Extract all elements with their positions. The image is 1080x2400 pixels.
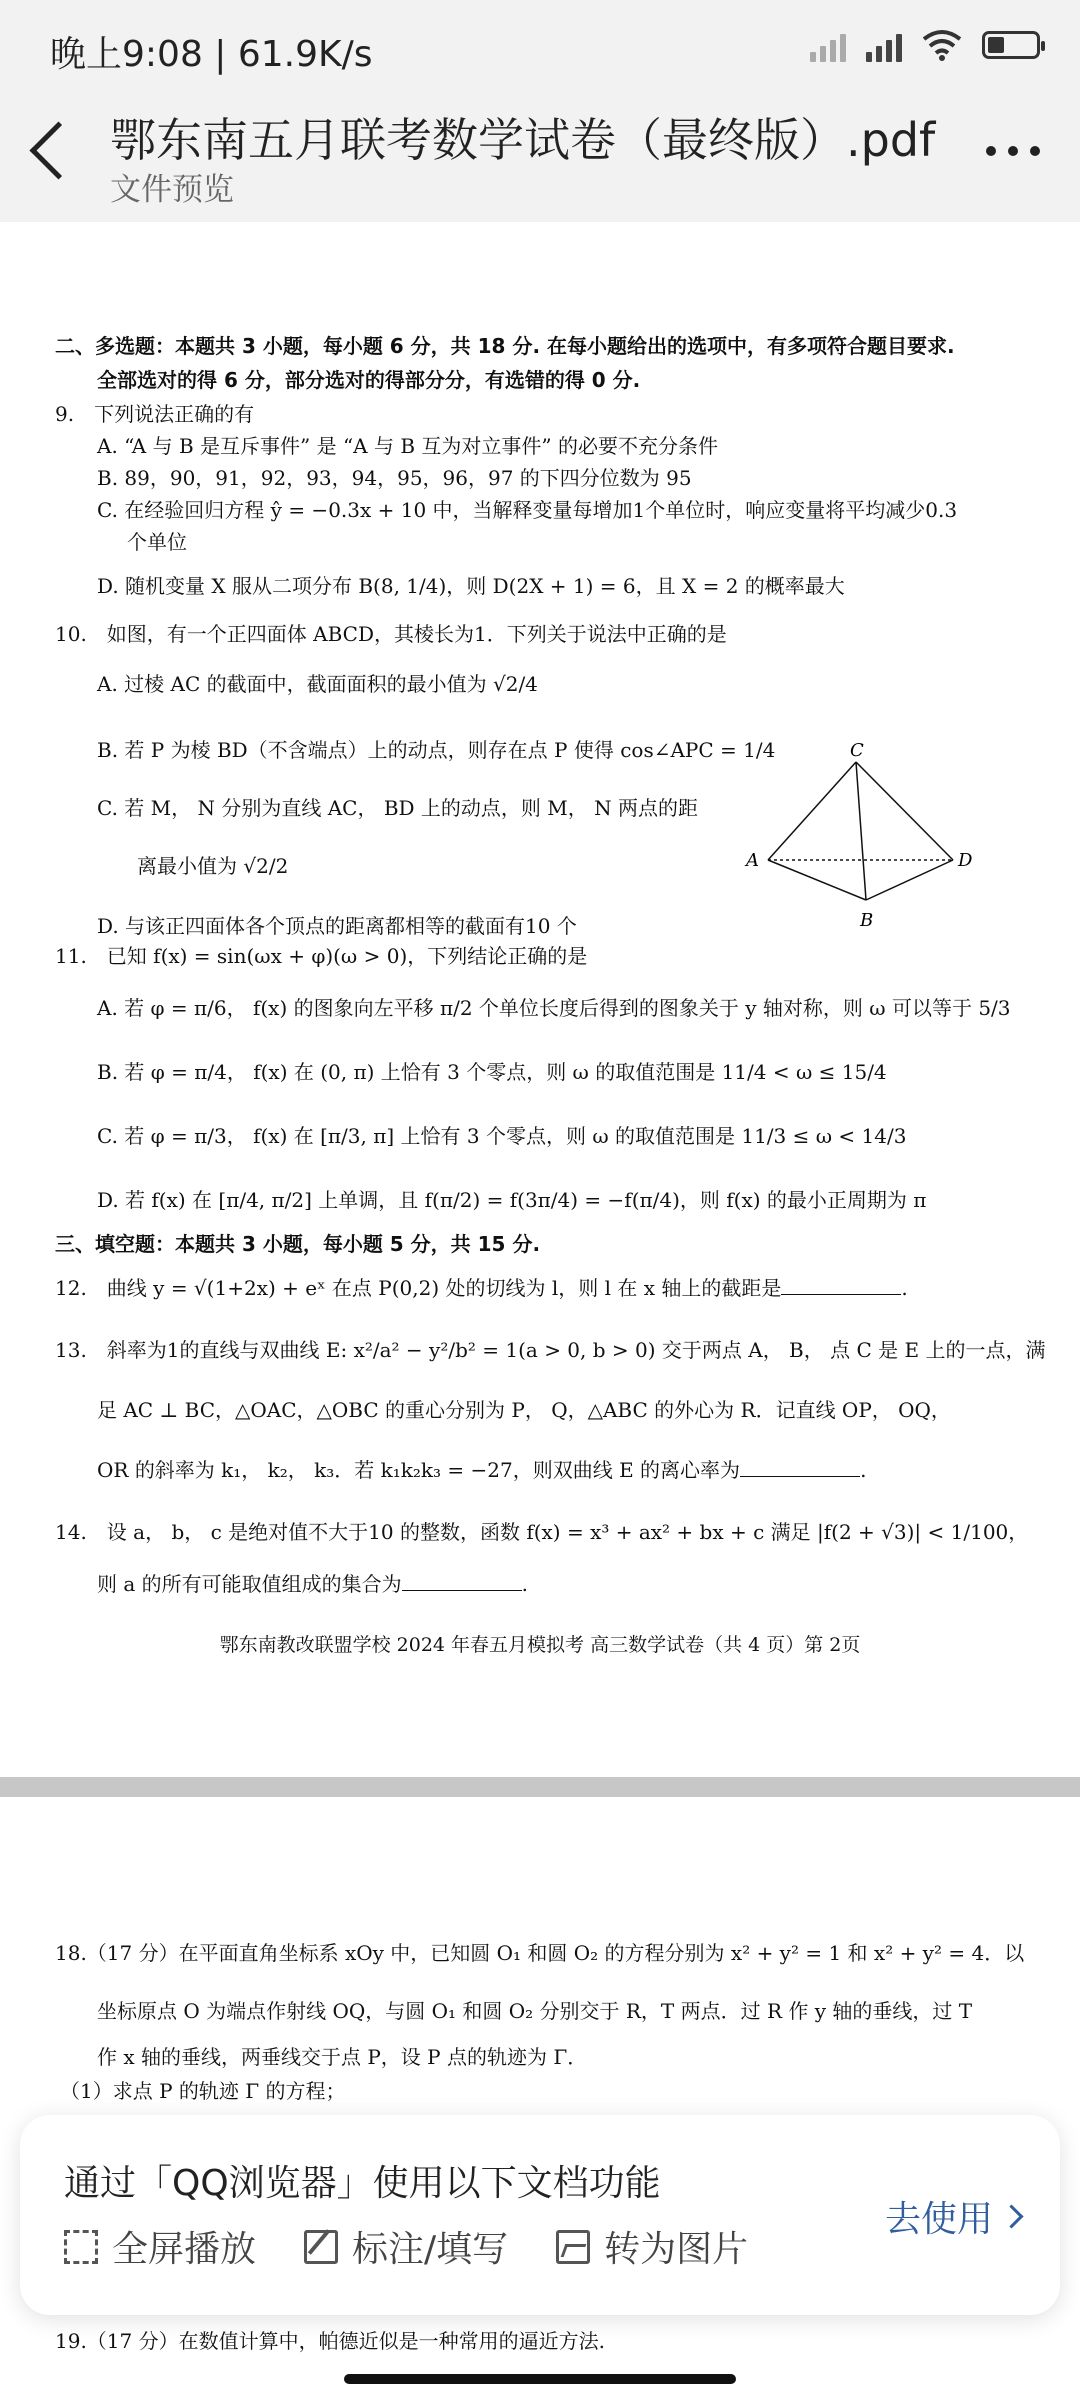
question-14-cont-text: 则 a 的所有可能取值组成的集合为 <box>97 1572 402 1596</box>
fullscreen-icon <box>64 2230 98 2264</box>
q9-option-d: D. 随机变量 X 服从二项分布 B(8, 1/4)，则 D(2X + 1) = 6，且 X = 2 的概率最大 <box>97 574 845 598</box>
q10-option-b: B. 若 P 为棱 BD（不含端点）上的动点，则存在点 P 使得 cos∠APC = 1/4 <box>97 738 776 762</box>
label-c: C <box>850 740 864 761</box>
q10-option-c: C. 若 M， N 分别为直线 AC， BD 上的动点，则 M， N 两点的距 <box>97 796 698 820</box>
label-d: D <box>958 850 973 871</box>
tetrahedron-diagram <box>738 740 988 962</box>
q9-option-c: C. 在经验回归方程 ŷ = −0.3x + 10 中，当解释变量每增加1个单位时，响应变量将平均减少0.3 <box>97 498 958 522</box>
q11-option-c: C. 若 φ = π/3， f(x) 在 [π/3, π] 上恰有 3 个零点，则 ω 的取值范围是 11/3 ≤ ω < 14/3 <box>97 1124 907 1148</box>
q11-option-a: A. 若 φ = π/6， f(x) 的图象向左平移 π/2 个单位长度后得到的图象关于 y 轴对称，则 ω 可以等于 5/3 <box>97 996 1011 1020</box>
edit-icon <box>304 2230 338 2264</box>
q11-option-b: B. 若 φ = π/4， f(x) 在 (0, π) 上恰有 3 个零点，则 ω 的取值范围是 11/4 < ω ≤ 15/4 <box>97 1060 887 1084</box>
more-options-icon[interactable] <box>986 146 1040 156</box>
status-time: 晚上9:08 | 61.9K/s <box>50 34 373 75</box>
back-icon[interactable] <box>30 122 88 180</box>
question-19: 19.（17 分）在数值计算中，帕德近似是一种常用的逼近方法. <box>55 2329 605 2353</box>
question-11: 11. 已知 f(x) = sin(ωx + φ)(ω > 0)，下列结论正确的是 <box>55 944 588 968</box>
question-13-cont2-text: OR 的斜率为 k₁， k₂， k₃．若 k₁k₂k₃ = −27，则双曲线 E 的离心率为 <box>97 1458 741 1482</box>
label-b: B <box>860 910 874 931</box>
question-12: 12. 曲线 y = √(1+2x) + eˣ 在点 P(0,2) 处的切线为 l，则 l 在 x 轴上的截距是 . <box>55 1276 908 1300</box>
page-title: 鄂东南五月联考数学试卷（最终版）.pdf <box>110 113 936 167</box>
document-page-1 <box>0 222 1080 1777</box>
q10-option-a: A. 过棱 AC 的截面中，截面面积的最小值为 √2/4 <box>97 672 538 696</box>
fullscreen-play-button[interactable] <box>64 2221 256 2272</box>
convert-to-image-button[interactable] <box>556 2221 748 2272</box>
q10-option-d: D. 与该正四面体各个顶点的距离都相等的截面有10 个 <box>97 914 577 938</box>
image-icon <box>556 2230 590 2264</box>
wifi-icon <box>922 29 962 61</box>
q11-option-d: D. 若 f(x) 在 [π/4, π/2] 上单调，且 f(π/2) = f(3π/4) = −f(π/4)，则 f(x) 的最小正周期为 π <box>97 1188 927 1212</box>
question-14: 14. 设 a， b， c 是绝对值不大于10 的整数，函数 f(x) = x³ + ax² + bx + c 满足 |f(2 + √3)| < 1/100， <box>55 1520 1029 1544</box>
convert-to-image-label: 转为图片 <box>604 2229 749 2270</box>
question-10: 10. 如图，有一个正四面体 ABCD，其棱长为1．下列关于说法中正确的是 <box>55 622 727 646</box>
annotate-fill-button[interactable] <box>304 2221 508 2272</box>
status-bar <box>0 0 1080 96</box>
signal-weak-icon <box>810 28 846 62</box>
fullscreen-play-label: 全屏播放 <box>112 2229 257 2270</box>
q10-option-c-cont: 离最小值为 √2/2 <box>137 854 289 878</box>
banner-title: 通过「QQ浏览器」使用以下文档功能 <box>64 2163 661 2204</box>
go-use-button[interactable] <box>885 2191 1020 2242</box>
top-bar <box>0 0 1080 222</box>
edge-cd <box>856 762 953 860</box>
go-use-label: 去使用 <box>884 2199 993 2240</box>
answer-blank <box>402 1572 522 1591</box>
fill-in-heading: 三、填空题：本题共 3 小题，每小题 5 分，共 15 分. <box>55 1232 541 1256</box>
chevron-right-icon <box>999 2204 1023 2228</box>
question-18-part1: （1）求点 P 的轨迹 Γ 的方程； <box>60 2079 346 2103</box>
question-18-cont2: 作 x 轴的垂线，两垂线交于点 P，设 P 点的轨迹为 Γ． <box>97 2045 588 2069</box>
q9-option-b: B. 89，90，91，92，93，94，95，96，97 的下四分位数为 95 <box>97 466 692 490</box>
home-indicator[interactable] <box>344 2374 736 2384</box>
section-heading-cont: 全部选对的得 6 分，部分选对的得部分分，有选错的得 0 分. <box>97 368 641 392</box>
qq-browser-banner <box>20 2115 1060 2315</box>
question-18: 18.（17 分）在平面直角坐标系 xOy 中，已知圆 O₁ 和圆 O₂ 的方程分别为 x² + y² = 1 和 x² + y² = 4．以 <box>55 1941 1025 1965</box>
q9-option-a: A. “A 与 B 是互斥事件” 是 “A 与 B 互为对立事件” 的必要不充分条件 <box>97 434 718 458</box>
label-a: A <box>746 850 759 871</box>
annotate-fill-label: 标注/填写 <box>352 2229 509 2270</box>
question-13-cont: 足 AC ⊥ BC，△OAC，△OBC 的重心分别为 P， Q，△ABC 的外心为 R．记直线 OP， OQ， <box>97 1398 951 1422</box>
answer-blank <box>740 1458 860 1477</box>
battery-icon <box>982 31 1040 59</box>
question-13-cont2: OR 的斜率为 k₁， k₂， k₃．若 k₁k₂k₃ = −27，则双曲线 E 的离心率为 . <box>97 1458 867 1482</box>
edge-cb <box>856 762 866 900</box>
edge-ab <box>768 860 866 900</box>
question-14-cont: 则 a 的所有可能取值组成的集合为 . <box>97 1572 528 1596</box>
edge-bd <box>866 860 953 900</box>
edge-ac <box>768 762 856 860</box>
section-heading: 二、多选题：本题共 3 小题，每小题 6 分，共 18 分. 在每小题给出的选项中，有多项符合题目要求. <box>55 334 955 358</box>
status-icons <box>810 28 1040 62</box>
answer-blank <box>781 1276 901 1295</box>
q9-option-c-cont: 个单位 <box>127 530 187 554</box>
question-12-text: 12. 曲线 y = √(1+2x) + eˣ 在点 P(0,2) 处的切线为 l，则 l 在 x 轴上的截距是 <box>55 1276 782 1300</box>
signal-hd-icon <box>866 28 902 62</box>
question-18-cont: 坐标原点 O 为端点作射线 OQ，与圆 O₁ 和圆 O₂ 分别交于 R，T 两点．过 R 作 y 轴的垂线，过 T <box>97 1999 973 2023</box>
page-subtitle: 文件预览 <box>110 172 234 208</box>
banner-actions <box>64 2221 748 2272</box>
question-13: 13. 斜率为1的直线与双曲线 E: x²/a² − y²/b² = 1(a > 0, b > 0) 交于两点 A， B， 点 C 是 E 上的一点，满 <box>55 1338 1046 1362</box>
page-footer: 鄂东南教改联盟学校 2024 年春五月模拟考 高三数学试卷（共 4 页）第 2页 <box>219 1634 861 1656</box>
question-9: 9. 下列说法正确的有 <box>55 402 255 426</box>
